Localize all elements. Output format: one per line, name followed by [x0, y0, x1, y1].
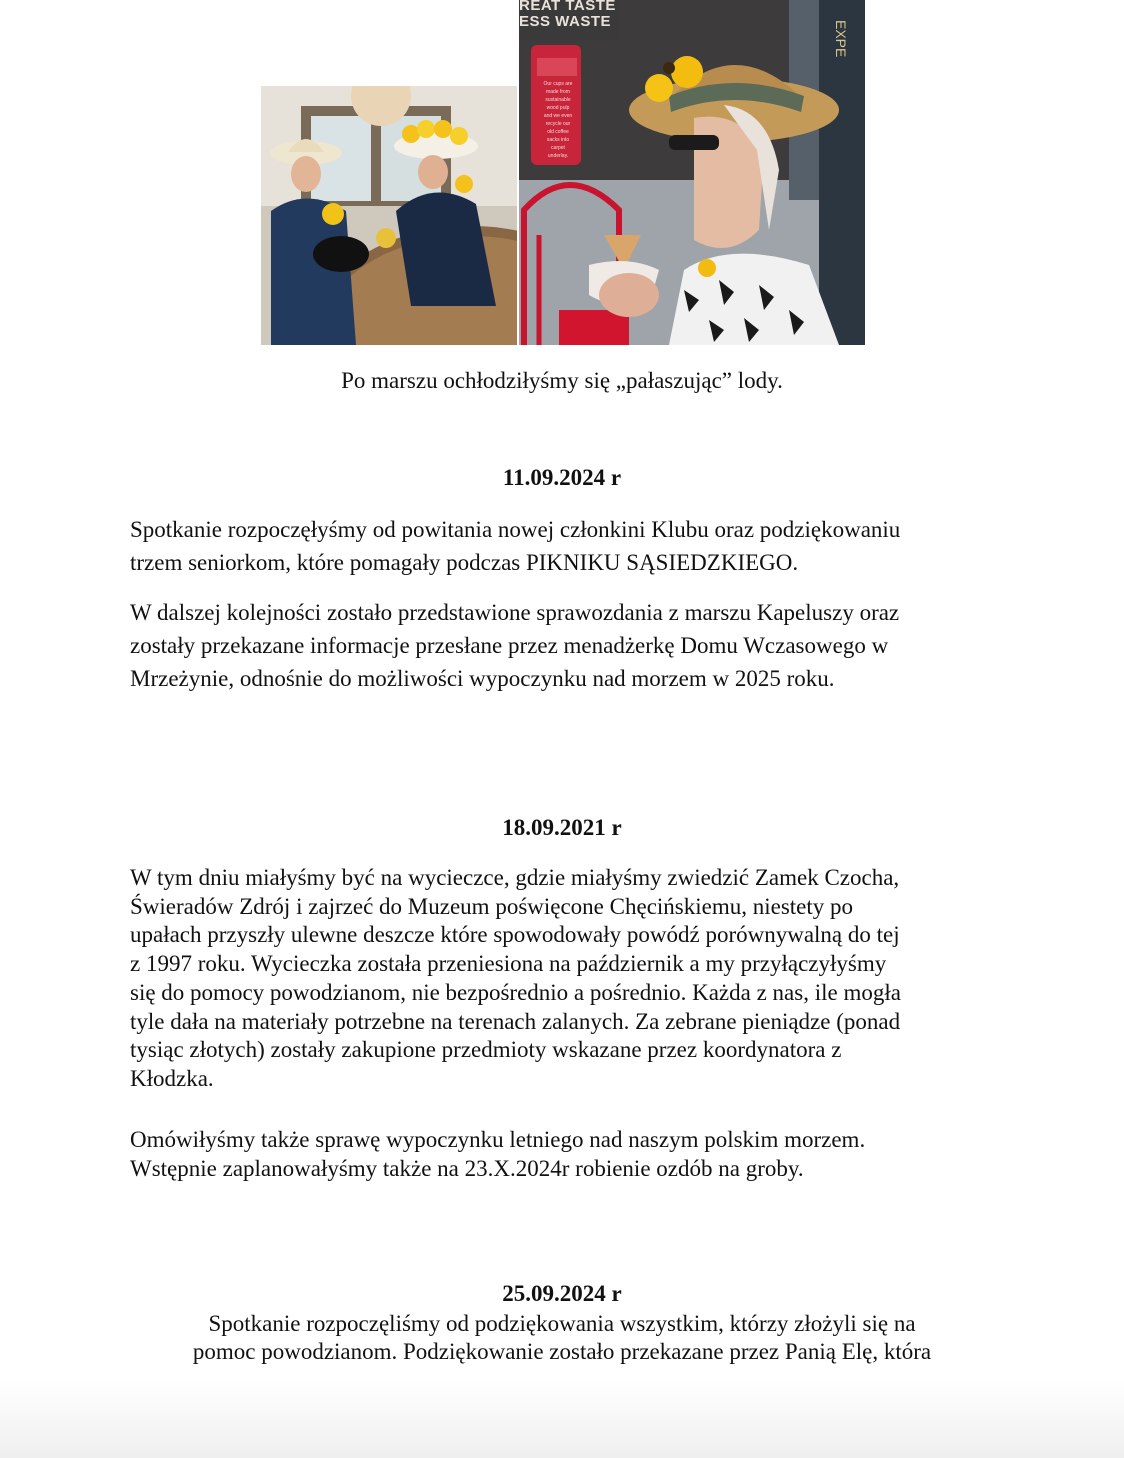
text-line: Mrzeżynie, odnośnie do możliwości wypoczynku nad morzem w 2025 roku. — [130, 666, 835, 691]
wall-lettering: EXPE — [833, 20, 849, 58]
section-2-paragraph-2 — [130, 1126, 1010, 1183]
cup-text-line: carpet — [551, 145, 565, 151]
photo-left — [261, 86, 517, 345]
text-line: W tym dniu miałyśmy być na wycieczce, gdzie miałyśmy zwiedzić Zamek Czocha, — [130, 865, 900, 890]
cup-text-line: sacks into — [546, 137, 570, 143]
text-line: pomoc powodzianom. Podziękowanie zostało przekazane przez Panią Elę, która — [192, 1339, 932, 1364]
cup-text-line: recycle our — [545, 121, 571, 127]
cup-poster-text — [539, 80, 577, 160]
text-line: Omówiłyśmy także sprawę wypoczynku letniego nad naszym polskim morzem. — [130, 1127, 866, 1152]
cafe-wall-sign — [519, 0, 619, 30]
section-date-2: 18.09.2021 r — [502, 815, 622, 840]
section-date-1: 11.09.2024 r — [502, 465, 622, 490]
section-date-3: 25.09.2024 r — [502, 1281, 622, 1306]
text-line: Spotkanie rozpoczęliśmy od podziękowania wszystkim, którzy złożyli się na — [208, 1311, 916, 1336]
cup-text-line: underlay. — [547, 153, 569, 159]
cup-text-line: sustainable — [545, 97, 571, 103]
text-line: Świeradów Zdrój i zajrzeć do Muzeum poświęcone Chęcińskiemu, niestety po — [130, 893, 854, 919]
section-1-paragraph-1 — [130, 513, 1010, 579]
photo-caption: Po marszu ochłodziłyśmy się „pałaszując” lody. — [341, 368, 783, 393]
text-line: Spotkanie rozpoczęłyśmy od powitania nowej członkini Klubu oraz podziękowaniu — [130, 517, 901, 542]
section-2-paragraph-1 — [130, 864, 1010, 1094]
cup-text-line: wood pulp — [546, 105, 570, 111]
cup-text-line: Our cups are — [543, 81, 573, 87]
cup-text-line: old coffee — [547, 129, 569, 135]
text-line: Kłodzka. — [130, 1065, 214, 1091]
text-line: zostały przekazane informacje przesłane przez menadżerkę Domu Wczasowego w — [130, 633, 889, 658]
text-line: upałach przyszły ulewne deszcze które spowodowały powódź porównywalną do tej — [130, 922, 900, 948]
text-line: Wstępnie zaplanowałyśmy także na 23.X.2024r robienie ozdób na groby. — [130, 1155, 804, 1181]
photo-two-women-eating-ice-cream-icon — [261, 86, 517, 345]
text-line: trzem seniorkom, które pomagały podczas PIKNIKU SĄSIEDZKIEGO. — [130, 550, 799, 575]
text-line: z 1997 roku. Wycieczka została przeniesiona na październik a my przyłączyłyśmy — [130, 951, 887, 977]
text-line: tysiąc złotych) zostały zakupione przedmioty wskazane przez koordynatora z — [130, 1037, 842, 1063]
page-bottom-shadow — [0, 1380, 1124, 1458]
section-3-paragraph-1 — [0, 1310, 1124, 1366]
photo-right — [519, 0, 865, 345]
cup-text-line: made from — [546, 89, 570, 95]
section-1-paragraph-2 — [130, 596, 1010, 695]
text-line: W dalszej kolejności zostało przedstawione sprawozdania z marszu Kapeluszy oraz — [130, 600, 900, 625]
sign-line-1: REAT TASTE — [519, 0, 616, 14]
photo-woman-in-sunhat-with-ice-cream-icon — [519, 0, 865, 345]
cup-text-line: and we even — [543, 113, 573, 119]
text-line: tyle dała na materiały potrzebne na terenach zalanych. Za zebrane pieniądze (ponad — [130, 1008, 901, 1034]
text-line: się do pomocy powodzianom, nie bezpośrednio a pośrednio. Każda z nas, ile mogła — [130, 979, 901, 1005]
sign-line-2: ESS WASTE — [519, 13, 612, 30]
